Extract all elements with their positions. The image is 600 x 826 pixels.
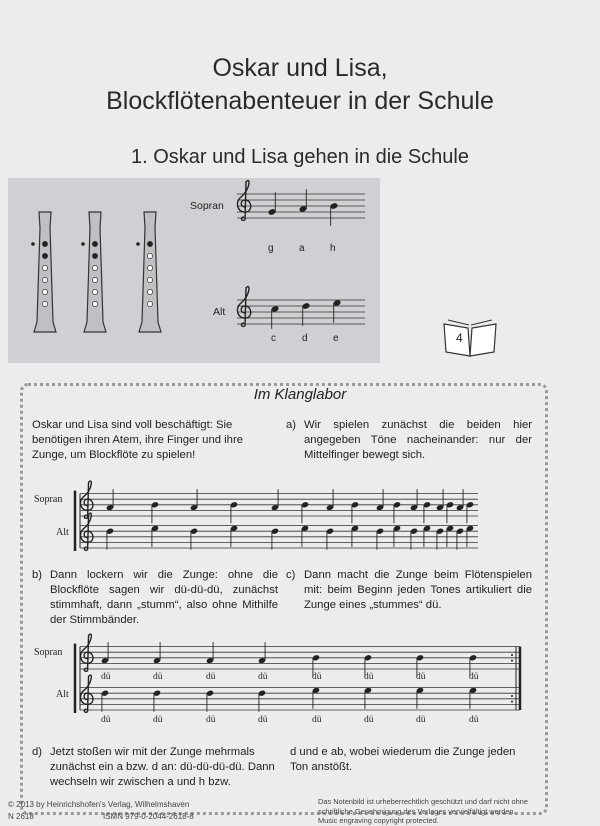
syllable: dü [258, 715, 268, 725]
finger-hole [42, 289, 47, 294]
syllable: dü [469, 715, 479, 725]
repeat-dot [511, 695, 513, 697]
text-a: Wir spielen zunächst die beiden hier angegeben Töne nacheinander: nur der Mittelfinger bewegt sich. [304, 419, 532, 461]
thumb-hole [31, 242, 35, 246]
finger-hole [42, 277, 47, 282]
finger-hole [92, 289, 97, 294]
system1-alt-label: Alt [56, 527, 69, 538]
music-systems [0, 470, 600, 720]
syllable: dü [364, 715, 374, 725]
note-name: a [299, 243, 305, 254]
intro-text: Oskar und Lisa sind voll beschäftigt: Sie benötigen ihren Atem, ihre Finger und ihre Zunge, um Blockflöte zu spielen! [32, 419, 244, 461]
syllable: dü [206, 672, 216, 682]
finger-hole [147, 241, 152, 246]
syllable: dü [101, 715, 111, 725]
recorder-icon [34, 212, 56, 332]
marker-d: d) [32, 746, 43, 758]
system2-sopran-label: Sopran [34, 647, 63, 658]
syllable: dü [416, 672, 426, 682]
finger-hole [147, 277, 152, 282]
finger-hole [147, 265, 152, 270]
finger-hole [92, 277, 97, 282]
text-b: Dann lockern wir die Zunge: ohne die Blockflöte sagen wir dü-dü-dü, zunächst stimmhaft, dann „stumm“, also ohne Mithilfe der Stimmbänder. [50, 569, 278, 626]
finger-hole [42, 301, 47, 306]
notice-line-2: schriftliche Genehmigung des Verlages vervielfältigt werden. [318, 806, 516, 816]
sopran-label: Sopran [190, 200, 224, 212]
finger-hole [147, 301, 152, 306]
book-icon [440, 316, 500, 360]
syllable: dü [101, 672, 111, 682]
book-page-number: 4 [456, 331, 463, 345]
finger-hole [147, 253, 152, 258]
note-name: g [268, 243, 274, 254]
notice-line-3: Music engraving copyright protected. [318, 816, 439, 825]
footer-notice [318, 797, 528, 826]
recorder-icon [84, 212, 106, 332]
finger-hole [42, 241, 47, 246]
finger-hole [92, 253, 97, 258]
text-d: Jetzt stoßen wir mit der Zunge mehrmals zunächst ein a bzw. d an: dü-dü-dü-dü. Dann wechseln wir zwischen a und h bzw. [50, 746, 275, 788]
thumb-hole [81, 242, 85, 246]
footer-copyright: © 2013 by Heinrichshofen's Verlag, Wilhelmshaven [8, 800, 190, 809]
treble-clef-icon [80, 675, 92, 712]
treble-clef-icon [80, 634, 92, 671]
finger-hole [92, 241, 97, 246]
alt-label: Alt [213, 306, 226, 318]
text-c: Dann macht die Zunge beim Flötenspielen mit: beim Beginn jeden Tones artikuliert die Zunge eines „stummes“ dü. [304, 569, 532, 611]
syllable: dü [364, 672, 374, 682]
repeat-dot [511, 660, 513, 662]
repeat-dot [511, 654, 513, 656]
note-name: e [333, 333, 339, 344]
syllable: dü [153, 715, 163, 725]
system2-alt-label: Alt [56, 689, 69, 700]
syllable: dü [206, 715, 216, 725]
repeat-dot [511, 701, 513, 703]
marker-c: c) [286, 569, 296, 581]
marker-a: a) [286, 419, 297, 431]
treble-clef-icon [237, 181, 250, 221]
syllable: dü [469, 672, 479, 682]
text-d-continued: d und e ab, wobei wiederum die Zunge jeden Ton anstößt. [290, 746, 516, 773]
title-line-2: Blockflötenabenteuer in der Schule [106, 87, 494, 115]
box-heading: Im Klanglabor [253, 386, 347, 403]
title-line-1: Oskar und Lisa, [212, 54, 388, 82]
syllable: dü [153, 672, 163, 682]
syllable: dü [312, 715, 322, 725]
recorder-icon [139, 212, 161, 332]
syllable: dü [258, 672, 268, 682]
finger-hole [92, 301, 97, 306]
finger-hole [42, 253, 47, 258]
finger-hole [147, 289, 152, 294]
footer-code: N 2618 [8, 812, 34, 821]
syllable: dü [416, 715, 426, 725]
treble-clef-icon [237, 287, 250, 327]
notice-line-1: Das Notenbild ist urheberrechtlich geschützt und darf nicht ohne [318, 797, 528, 806]
system1-sopran-label: Sopran [34, 494, 63, 505]
lesson-title: 1. Oskar und Lisa gehen in die Schule [131, 146, 469, 168]
intro-graphics [0, 0, 600, 380]
finger-hole [92, 265, 97, 270]
marker-b: b) [32, 569, 43, 581]
syllable: dü [312, 672, 322, 682]
footer-ismn: ISMN 979-0-2044-2618-8 [103, 812, 194, 821]
note-name: c [271, 333, 276, 344]
finger-hole [42, 265, 47, 270]
thumb-hole [136, 242, 140, 246]
note-name: h [330, 243, 336, 254]
note-name: d [302, 333, 308, 344]
